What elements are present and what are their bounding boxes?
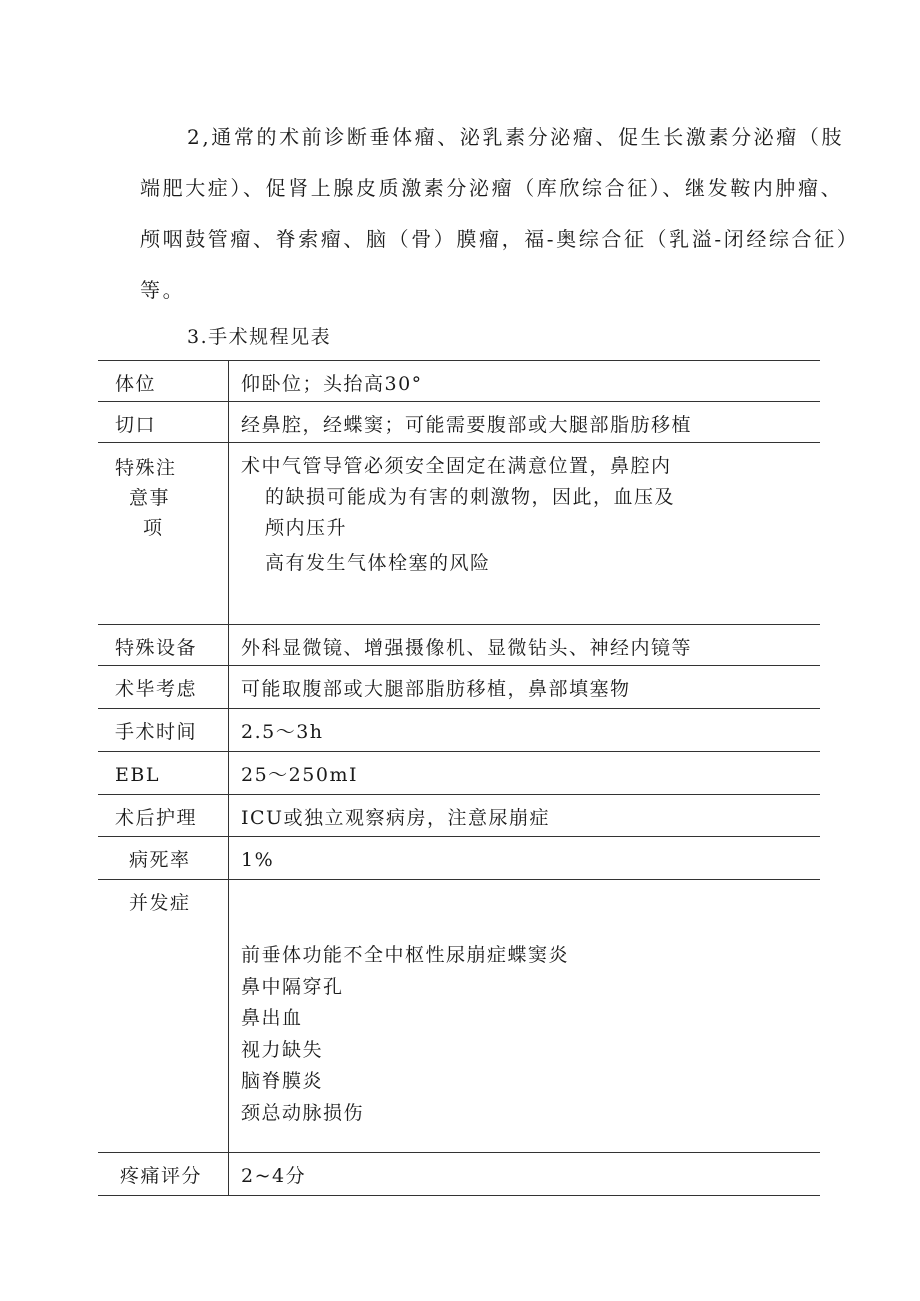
- table-row-position: [98, 361, 820, 402]
- intro-line-1: 2,通常的术前诊断垂体瘤、泌乳素分泌瘤、促生长激素分泌瘤（肢: [187, 125, 845, 149]
- label-pain: 疼痛评分: [120, 1165, 203, 1187]
- complication-item: 视力缺失: [241, 1038, 324, 1061]
- table-row-incision: [98, 402, 820, 443]
- complication-item: 鼻中隔穿孔: [241, 975, 344, 998]
- value-ebl: 25～250mI: [241, 764, 358, 786]
- table-row-care: [98, 795, 820, 837]
- complication-item: 鼻出血: [241, 1007, 303, 1029]
- table-row-equipment: [98, 625, 820, 666]
- value-mortality: 1%: [241, 849, 275, 871]
- label-ebl: EBL: [115, 764, 160, 786]
- value-notes-2: 的缺损可能成为有害的刺激物，因此，血压及: [265, 486, 676, 508]
- complication-item: 前垂体功能不全中枢性尿崩症蝶窦炎: [241, 944, 570, 966]
- table-row-ebl: [98, 752, 820, 795]
- label-notes-1: 特殊注: [115, 457, 177, 479]
- value-duration: 2.5～3h: [241, 721, 324, 743]
- label-duration: 手术时间: [115, 721, 198, 743]
- table-row-mortality: [98, 837, 820, 880]
- table-row-duration: [98, 709, 820, 752]
- intro-line-3: 颅咽鼓管瘤、脊索瘤、脑（骨）膜瘤，福-奥综合征（乳溢-闭经综合征）: [140, 227, 860, 251]
- label-notes-2: 意事: [129, 487, 171, 509]
- label-notes-3: 项: [143, 517, 164, 539]
- table-heading: 3.手术规程见表: [187, 326, 332, 348]
- value-notes-1: 术中气管导管必须安全固定在满意位置，鼻腔内: [241, 455, 672, 477]
- value-equipment: 外科显微镜、增强摄像机、显微钻头、神经内镜等: [241, 637, 693, 659]
- intro-paragraph: [140, 112, 860, 316]
- intro-line-4: 等。: [140, 278, 186, 302]
- table-row-complications: [98, 880, 820, 1153]
- value-position: 仰卧位；头抬高30°: [241, 373, 423, 395]
- value-incision: 经鼻腔，经蝶窦；可能需要腹部或大腿部脂肪移植: [241, 414, 693, 436]
- label-mortality: 病死率: [129, 849, 191, 871]
- value-notes-4: 高有发生气体栓塞的风险: [265, 552, 491, 574]
- label-incision: 切口: [115, 414, 157, 436]
- value-care: ICU或独立观察病房，注意尿崩症: [241, 807, 551, 829]
- intro-line-2: 端肥大症）、促肾上腺皮质激素分泌瘤（库欣综合征）、继发鞍内肿瘤、: [140, 176, 844, 200]
- value-post-op: 可能取腹部或大腿部脂肪移植，鼻部填塞物: [241, 678, 631, 700]
- complication-item: 颈总动脉损伤: [241, 1101, 365, 1124]
- label-post-op: 术毕考虑: [115, 678, 198, 700]
- value-notes-3: 颅内压升: [265, 517, 348, 539]
- complication-item: 脑脊膜炎: [241, 1070, 324, 1092]
- procedure-table: [98, 360, 820, 1196]
- label-care: 术后护理: [115, 807, 198, 829]
- value-pain: 2~4分: [241, 1165, 307, 1187]
- label-position: 体位: [115, 373, 157, 395]
- label-equipment: 特殊设备: [115, 637, 198, 659]
- table-row-notes: [98, 443, 820, 625]
- table-row-pain: [98, 1153, 820, 1196]
- label-complications: 并发症: [129, 892, 191, 914]
- table-row-post-op: [98, 666, 820, 709]
